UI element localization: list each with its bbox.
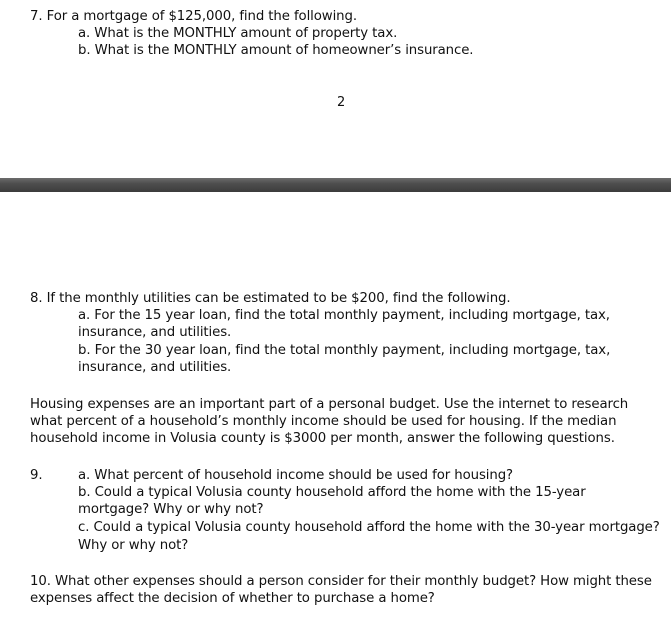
page-break-divider [0,178,671,192]
q7-stem: 7. For a mortgage of $125,000, find the following. [30,9,357,24]
q8-part-a-line1: a. For the 15 year loan, find the total monthly payment, including mortgage, tax, [78,308,610,323]
intro-line2: what percent of a household’s monthly income should be used for housing. If the median [30,414,617,429]
q9-part-c-line2: Why or why not? [78,538,189,553]
q8-part-a-line2: insurance, and utilities. [78,325,232,340]
q9-part-b-line2: mortgage? Why or why not? [78,502,264,517]
q8-part-b-line1: b. For the 30 year loan, find the total monthly payment, including mortgage, tax, [78,343,611,358]
q10-line1: 10. What other expenses should a person consider for their monthly budget? How might these [30,574,652,589]
intro-line3: household income in Volusia county is $3000 per month, answer the following questions. [30,431,615,446]
q9-part-b-line1: b. Could a typical Volusia county household afford the home with the 15-year [78,485,586,500]
page-number: 2 [337,95,346,110]
q9-number: 9. [30,468,43,483]
q9-part-a: a. What percent of household income should be used for housing? [78,468,513,483]
q7-part-b: b. What is the MONTHLY amount of homeowner’s insurance. [78,43,474,58]
q8-stem: 8. If the monthly utilities can be estimated to be $200, find the following. [30,291,511,306]
q8-part-b-line2: insurance, and utilities. [78,360,232,375]
q7-part-a: a. What is the MONTHLY amount of property tax. [78,26,398,41]
q10-line2: expenses affect the decision of whether to purchase a home? [30,591,435,606]
q9-part-c-line1: c. Could a typical Volusia county household afford the home with the 30-year mortgage? [78,520,660,535]
intro-line1: Housing expenses are an important part of a personal budget. Use the internet to research [30,397,629,412]
